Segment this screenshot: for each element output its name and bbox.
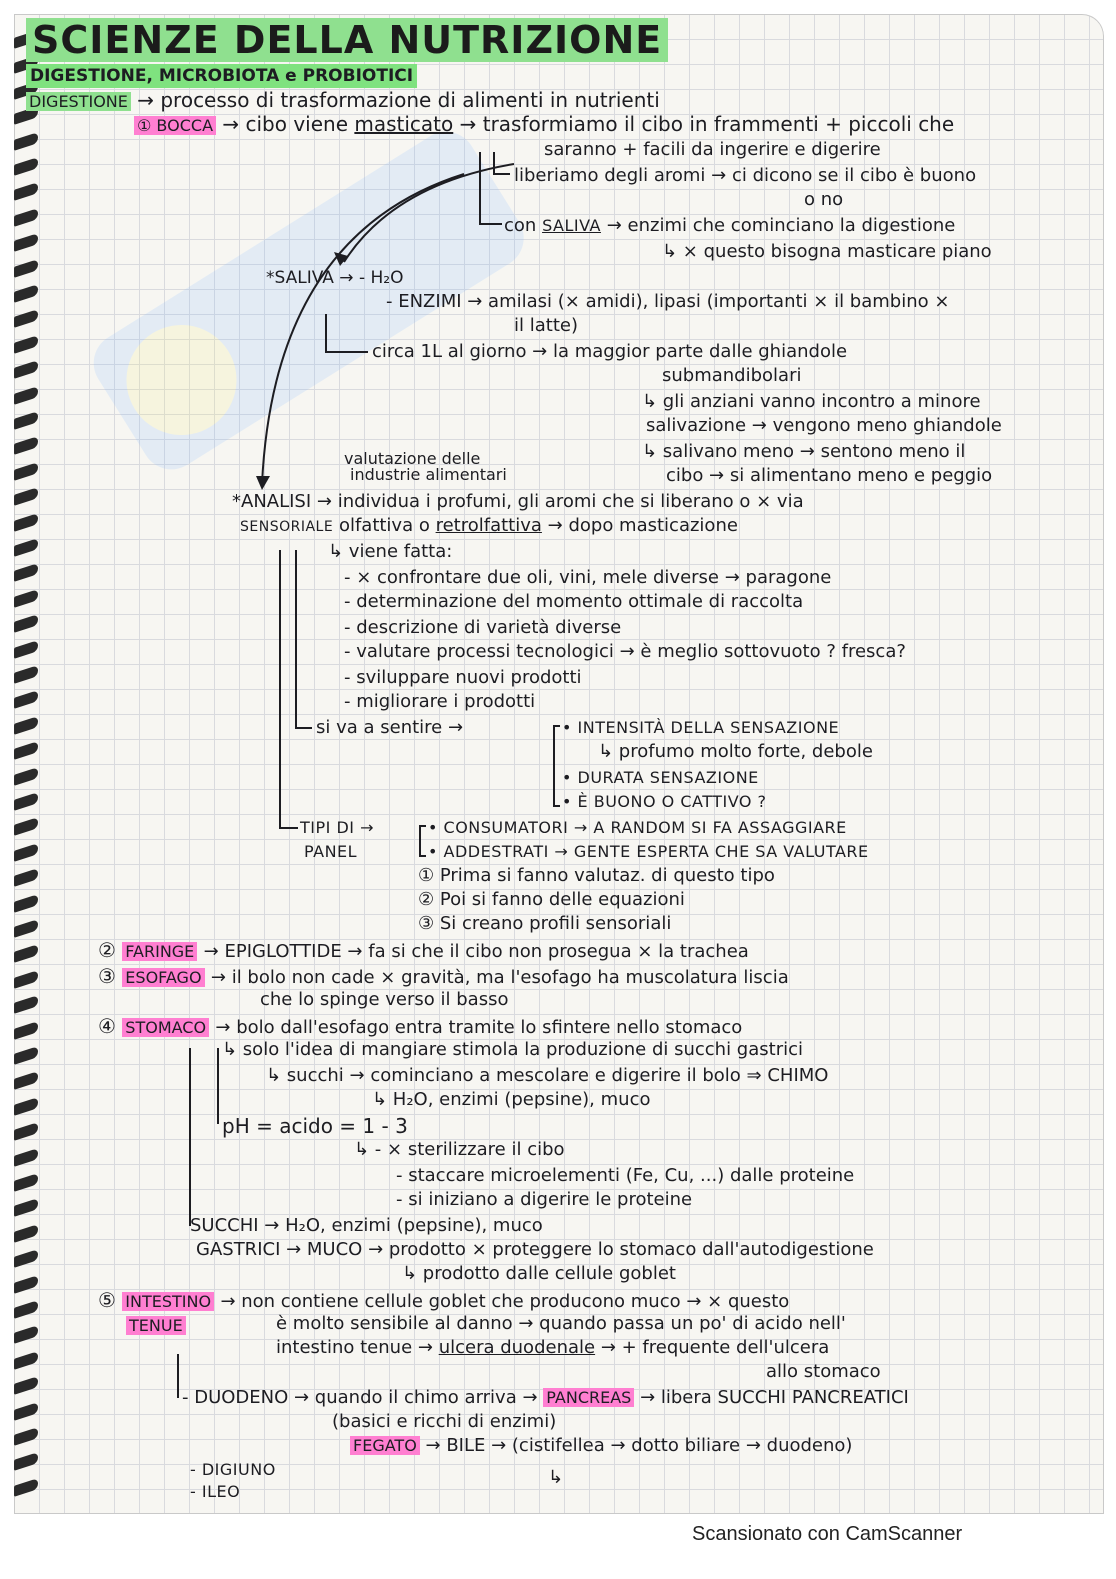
note-line: (basici e ricchi di enzimi) [332,1411,557,1432]
note-line [98,1288,789,1314]
binding-ring [14,436,38,455]
note-line [26,88,660,114]
binding-ring [14,1275,38,1294]
binding-ring [14,1173,38,1192]
bracket-analisi-2 [296,550,312,728]
binding-ring [14,386,38,405]
binding-ring [14,792,38,811]
note-line: il latte) [514,315,578,336]
note-line: liberiamo degli aromi → ci dicono se il cibo è buono [514,165,977,186]
note-line [504,214,955,238]
binding-ring [14,1122,38,1141]
note-line: - sviluppare nuovi prodotti [344,667,582,688]
term-highlight: FARINGE [122,942,197,961]
note-line: - ENZIMI → amilasi (× amidi), lipasi (importanti × il bambino × [386,291,950,312]
note-line: ↳ - × sterilizzare il cibo [354,1139,565,1160]
note-line: circa 1L al giorno → la maggior parte dalle ghiandole [372,341,848,362]
binding-ring [14,868,38,887]
binding-ring [14,1478,38,1497]
note-line: - si iniziano a digerire le proteine [396,1189,693,1210]
term-highlight: ① BOCCA [134,116,216,135]
binding-ring [14,640,38,659]
binding-ring [14,513,38,532]
note-line: PANEL [304,842,358,861]
note-line: - migliorare i prodotti [344,691,536,712]
note-line: - descrizione di varietà diverse [344,617,622,638]
note-line [98,938,749,964]
note-text: ③ [98,964,116,988]
binding-ring [14,411,38,430]
term-highlight: FEGATO [350,1436,420,1455]
note-line: - determinazione del momento ottimale di raccolta [344,591,804,612]
footer-scanner-label: Scansionato con CamScanner [692,1523,963,1545]
note-line: - ILEO [190,1482,241,1501]
note-text: → processo di trasformazione di alimenti in nutrienti [137,88,660,112]
bracket-bocca [480,152,502,224]
binding-ring [14,309,38,328]
binding-ring [14,1071,38,1090]
binding-ring [14,208,38,227]
notebook-page [14,14,1104,1514]
note-line: ↳ prodotto dalle cellule goblet [402,1263,676,1284]
note-line: GASTRICI → MUCO → prodotto × proteggere lo stomaco dall'autodigestione [196,1239,874,1260]
binding-ring [14,970,38,989]
note-line: salivazione → vengono meno ghiandole [646,415,1002,436]
term-highlight: TENUE [126,1316,186,1335]
note-line: *ANALISI → individua i profumi, gli aromi che si liberano o × via [232,491,804,512]
binding-ring [14,1402,38,1421]
note-text: → EPIGLOTTIDE → fa si che il cibo non prosegua × la trachea [203,941,749,962]
note-line: *SALIVA → - H₂O [266,268,404,288]
note-line [98,1014,742,1040]
binding-ring [14,1452,38,1471]
note-line: ↳ viene fatta: [328,541,453,562]
note-text: ② [98,938,116,962]
note-line: ↳ profumo molto forte, debole [598,741,873,762]
binding-ring [14,1046,38,1065]
note-line [126,1312,186,1338]
note-text: masticato [354,112,454,136]
note-line: • DURATA SENSAZIONE [562,768,759,787]
binding-ring [14,360,38,379]
note-line: è molto sensibile al danno → quando passa un po' di acido nell' [276,1313,846,1334]
binding-ring [14,259,38,278]
binding-ring [14,1021,38,1040]
note-line: cibo → si alimentano meno e peggio [666,465,993,486]
note-text: → cibo viene [222,112,349,136]
note-line: ① Prima si fanno valutaz. di questo tipo [418,865,775,886]
binding-ring [14,1300,38,1319]
note-text: retrolfattiva [435,515,542,536]
bracket-sensazione [554,726,560,806]
binding-ring [14,995,38,1014]
note-line: allo stomaco [766,1361,881,1382]
note-line: • È BUONO O CATTIVO ? [562,792,767,811]
binding-ring [14,894,38,913]
binding-ring [14,284,38,303]
note-line: - × confrontare due oli, vini, mele diverse → paragone [344,567,832,588]
note-line: o no [804,189,844,210]
arrow-head [334,252,348,266]
note-text: SALIVA [542,216,601,235]
term-highlight: PANCREAS [543,1388,634,1407]
note-text: ulcera duodenale [438,1337,596,1358]
note-line: ③ Si creano profili sensoriali [418,913,672,934]
note-line: pH = acido = 1 - 3 [222,1114,408,1138]
note-text: → enzimi che cominciano la digestione [606,215,956,236]
note-text: → + frequente dell'ulcera [600,1337,830,1358]
note-text: → dopo masticazione [547,515,738,536]
note-line: ↳ [548,1467,564,1488]
note-line: - staccare microelementi (Fe, Cu, ...) dalle proteine [396,1165,855,1186]
note-line [134,112,954,138]
note-text: intestino tenue → [276,1337,433,1358]
note-text: SENSORIALE [240,519,334,535]
note-line: ↳ succhi → cominciano a mescolare e digerire il bolo ⇒ CHIMO [266,1065,829,1086]
arrow-head [256,476,270,490]
binding-ring [14,919,38,938]
note-line: • ADDESTRATI → GENTE ESPERTA CHE SA VALUTARE [428,842,869,861]
note-line: • CONSUMATORI → A RANDOM SI FA ASSAGGIARE [428,818,847,837]
binding-ring [14,1351,38,1370]
note-line: • INTENSITÀ DELLA SENSAZIONE [562,718,840,737]
note-text: con [504,215,537,236]
note-text: → il bolo non cade × gravità, ma l'esofago ha muscolatura liscia [210,967,789,988]
note-line: ↳ H₂O, enzimi (pepsine), muco [372,1089,651,1110]
note-line: - valutare processi tecnologici → è meglio sottovuoto ? fresca? [344,641,906,662]
note-line [98,964,789,990]
note-line: saranno + facili da ingerire e digerire [544,139,881,160]
note-line: ② Poi si fanno delle equazioni [418,889,685,910]
spiral-binding [14,34,40,1514]
binding-ring [14,157,38,176]
binding-ring [14,716,38,735]
term-highlight: DIGESTIONE [26,92,131,111]
term-highlight: ESOFAGO [122,968,204,987]
binding-ring [14,233,38,252]
note-line: ↳ salivano meno → sentono meno il [642,441,966,462]
binding-ring [14,335,38,354]
term-highlight: INTESTINO [122,1292,214,1311]
note-line [276,1336,829,1360]
binding-ring [14,589,38,608]
bracket-analisi-1 [280,550,298,828]
note-line: ↳ × questo bisogna masticare piano [662,241,992,262]
binding-ring [14,132,38,151]
binding-ring [14,944,38,963]
binding-ring [14,690,38,709]
binding-ring [14,741,38,760]
binding-ring [14,614,38,633]
note-line: ↳ solo l'idea di mangiare stimola la produzione di succhi gastrici [222,1039,803,1060]
note-line: ↳ gli anziani vanno incontro a minore [642,391,981,412]
note-line: - DIGIUNO [190,1460,276,1479]
note-text: ④ [98,1014,116,1038]
note-line [350,1434,852,1458]
binding-ring [14,817,38,836]
binding-ring [14,1148,38,1167]
binding-ring [14,487,38,506]
note-text: - DUODENO → quando il chimo arriva → [182,1387,538,1408]
binding-ring [14,767,38,786]
note-line: TIPI DI → [300,818,374,837]
curve-to-analisi [262,174,464,484]
bracket-saliva [326,314,368,352]
note-line: industrie alimentari [350,465,507,484]
note-line: che lo spinge verso il basso [260,989,509,1010]
note-text: → BILE → (cistifellea → dotto biliare → duodeno) [425,1435,853,1456]
note-line: valutazione delle [344,449,481,468]
note-text: → bolo dall'esofago entra tramite lo sfintere nello stomaco [215,1017,743,1038]
note-text: ⑤ [98,1288,116,1312]
term-highlight: STOMACO [122,1018,209,1037]
binding-ring [14,462,38,481]
binding-ring [14,1097,38,1116]
page-subtitle: DIGESTIONE, MICROBIOTA e PROBIOTICI [26,64,417,88]
binding-ring [14,1198,38,1217]
note-text: olfattiva o [338,515,430,536]
note-line [240,514,738,539]
bracket-panel [420,826,426,856]
binding-ring [14,665,38,684]
note-line: SUCCHI → H₂O, enzimi (pepsine), muco [190,1215,543,1236]
binding-ring [14,1224,38,1243]
binding-ring [14,1376,38,1395]
page-title: SCIENZE DELLA NUTRIZIONE [26,18,668,62]
binding-ring [14,182,38,201]
binding-ring [14,1249,38,1268]
binding-ring [14,1427,38,1446]
bracket-aromi [494,152,510,174]
binding-ring [14,538,38,557]
binding-ring [14,843,38,862]
note-line [182,1386,909,1410]
note-text: → trasformiamo il cibo in frammenti + piccoli che [459,112,955,136]
binding-ring [14,563,38,582]
curve-to-saliva [344,164,514,262]
note-line: submandibolari [662,365,802,386]
note-line: si va a sentire → [316,717,464,738]
binding-ring [14,1325,38,1344]
note-text: → non contiene cellule goblet che producono muco → × questo [220,1291,790,1312]
note-text: → libera SUCCHI PANCREATICI [640,1387,909,1408]
